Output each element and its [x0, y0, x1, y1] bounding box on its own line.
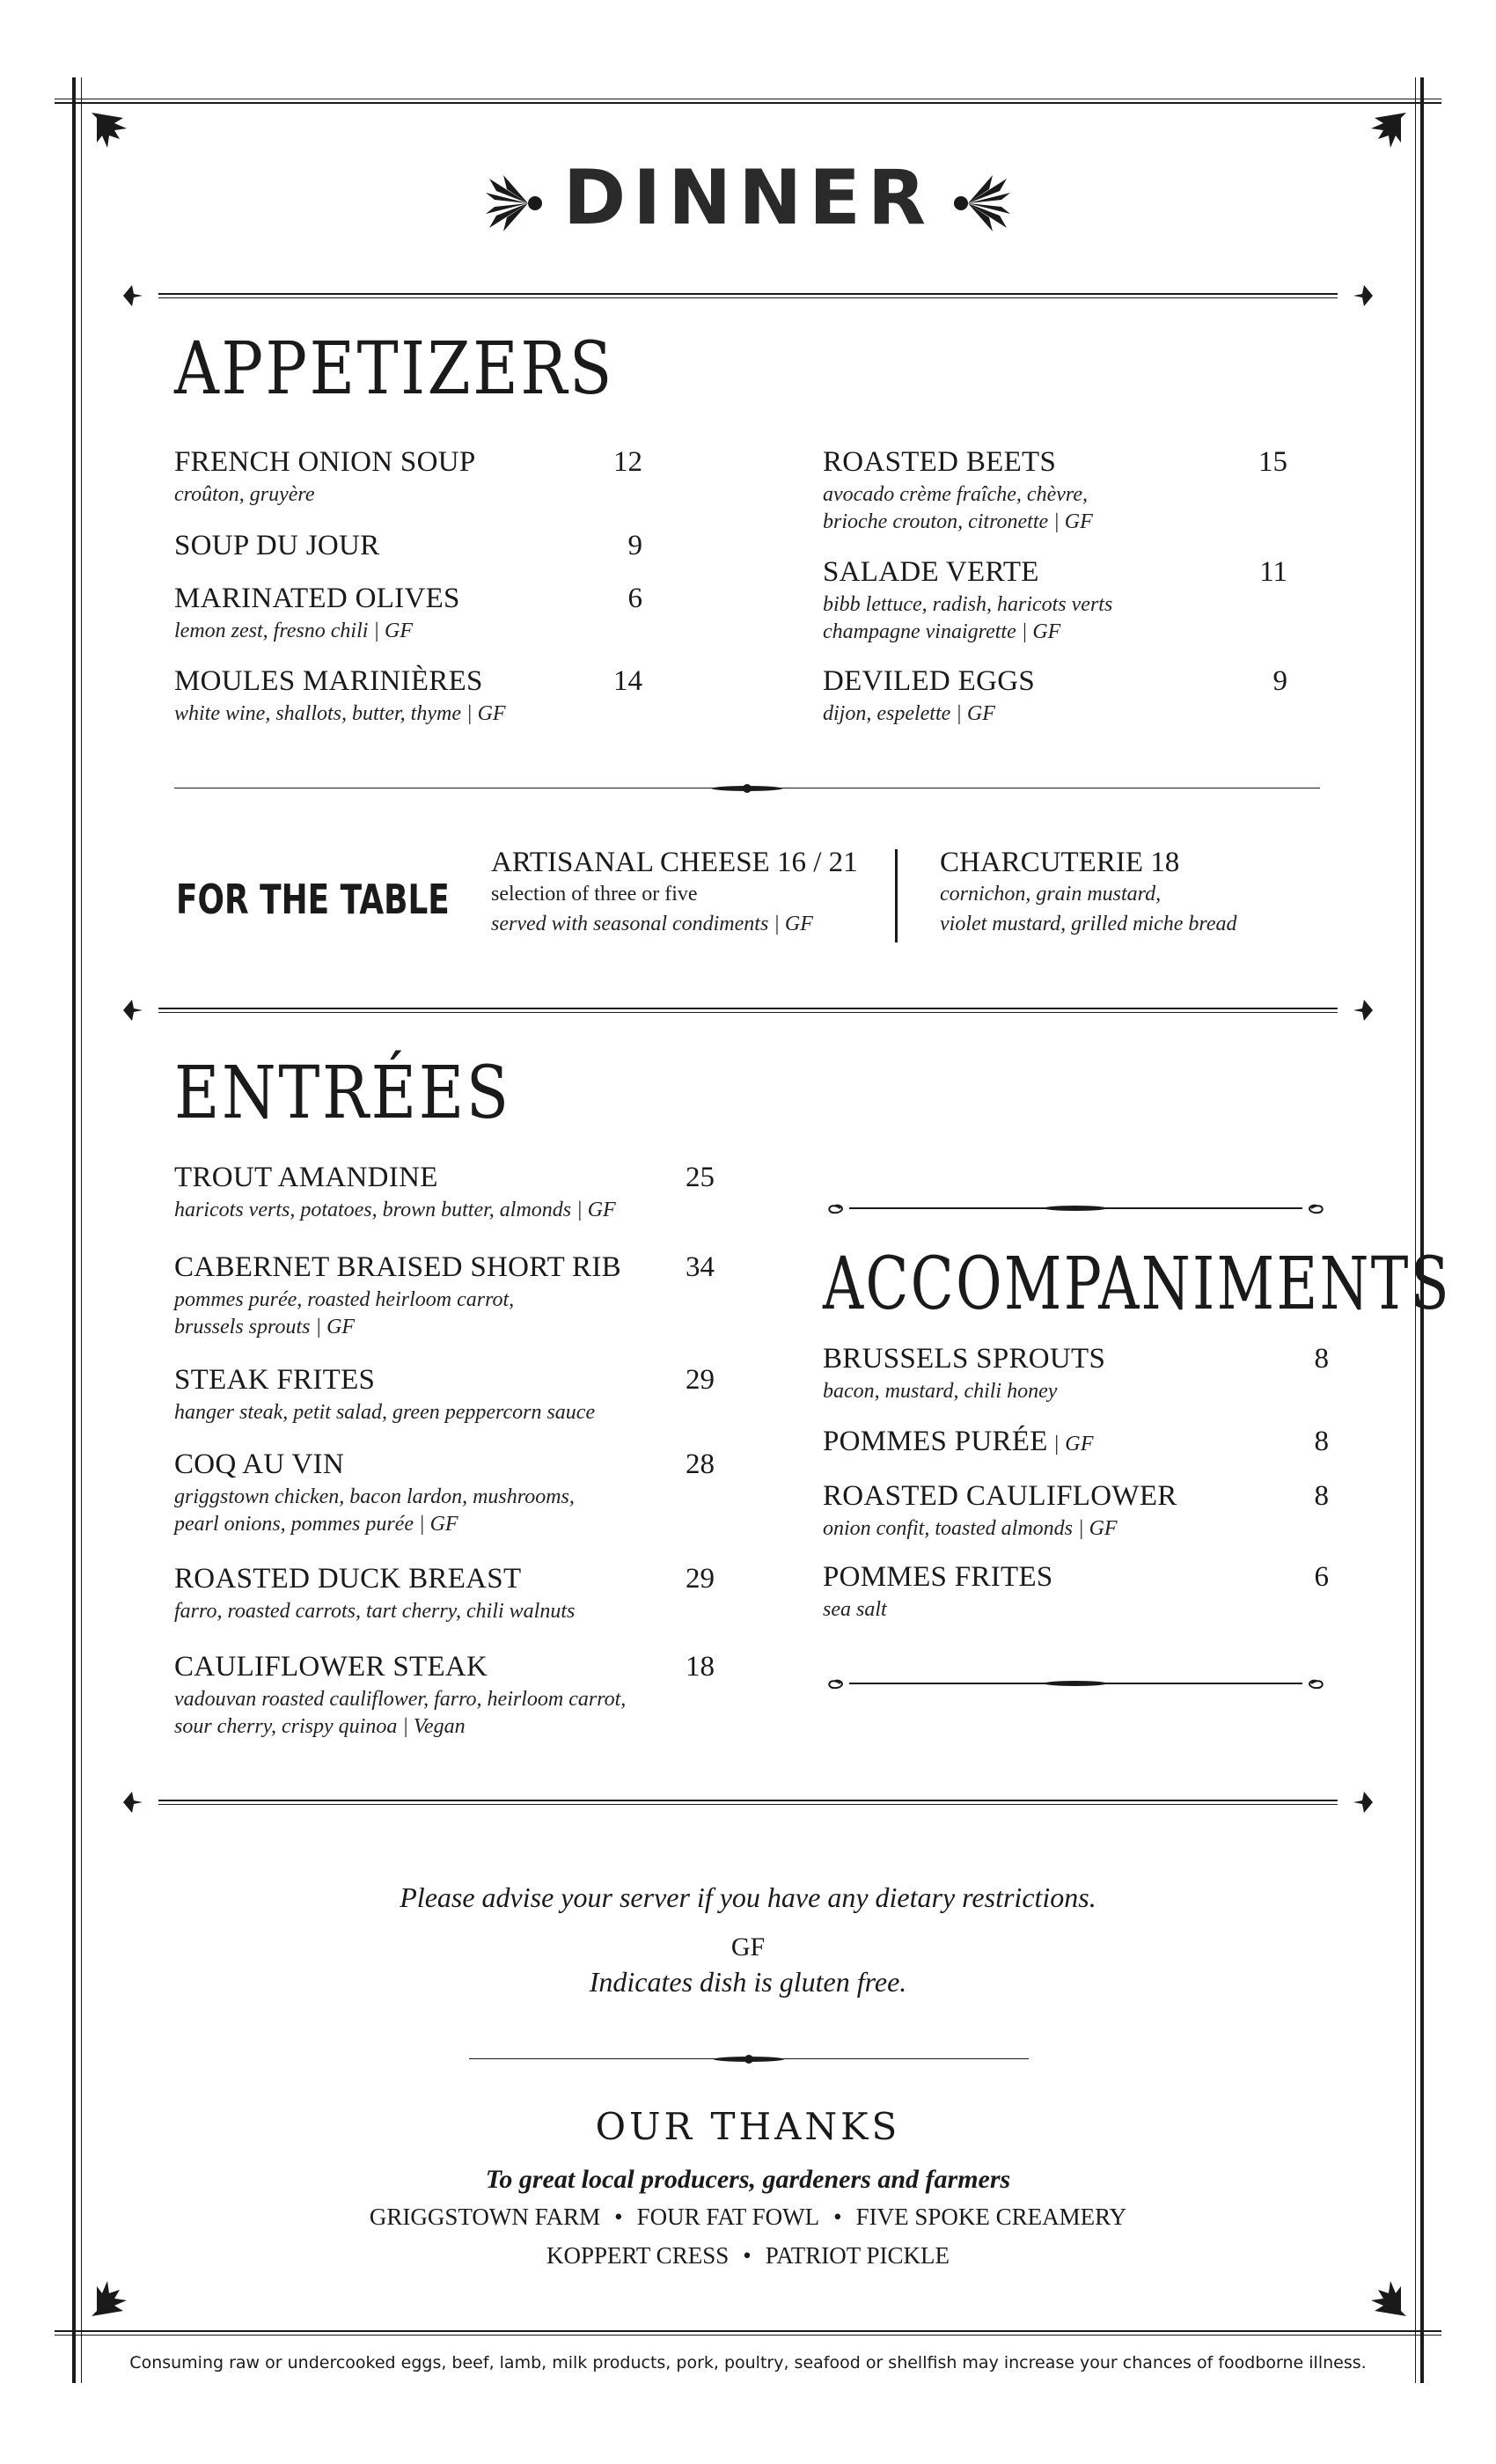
item-price: 11 — [1259, 556, 1287, 588]
item-row — [823, 1480, 1329, 1515]
item-description: haricots verts, potatoes, brown butter, almonds | GF — [174, 1199, 616, 1221]
item-description: bibb lettuce, radish, haricots verts — [823, 593, 1113, 616]
item-price: 28 — [686, 1448, 715, 1480]
producers-row — [0, 2242, 1496, 2270]
foodborne-disclaimer: Consuming raw or undercooked eggs, beef, lamb, milk products, pork, poultry, seafood or shellfish may increase your chances of foodborne illness. — [129, 2353, 1367, 2372]
item-name — [823, 556, 1039, 589]
scroll-divider — [823, 1672, 1329, 1695]
item-row — [174, 446, 642, 481]
item-name-text: MARINATED OLIVES — [174, 583, 460, 614]
item-name-text: MOULES MARINIÈRES — [174, 665, 483, 697]
menu-item — [174, 530, 642, 565]
item-description: sea salt — [823, 1598, 887, 1621]
item-price: 9 — [1272, 665, 1287, 697]
corner-flourish-icon — [88, 109, 132, 153]
item-name-text: POMMES FRITES — [823, 1561, 1053, 1593]
item-description: brussels sprouts | GF — [174, 1316, 356, 1338]
item-name: CHARCUTERIE 18 — [940, 847, 1180, 878]
producer-name: FIVE SPOKE CREAMERY — [855, 2204, 1127, 2230]
item-description: onion confit, toasted almonds | GF — [823, 1517, 1118, 1540]
gf-label: GF — [730, 1932, 766, 1962]
menu-title — [0, 154, 1496, 242]
item-name — [174, 1162, 438, 1194]
item-description: dijon, espelette | GF — [823, 702, 995, 725]
thin-divider — [174, 781, 1320, 796]
item-description: pommes purée, roasted heirloom carrot, — [174, 1288, 515, 1311]
scroll-divider — [823, 1197, 1329, 1220]
item-price: 6 — [1314, 1561, 1329, 1593]
menu-item — [823, 665, 1287, 728]
item-name — [823, 1561, 1053, 1594]
menu-item — [174, 583, 642, 645]
item-name-text: TROUT AMANDINE — [174, 1162, 438, 1193]
item-name-text: CABERNET BRAISED SHORT RIB — [174, 1251, 621, 1283]
menu-item — [823, 1561, 1329, 1624]
separator-dot: • — [743, 2242, 752, 2269]
item-description: pearl onions, pommes purée | GF — [174, 1513, 458, 1536]
item-name-text: DEVILED EGGS — [823, 665, 1035, 697]
item-description: croûton, gruyère — [174, 483, 315, 506]
item-row — [174, 1251, 715, 1287]
item-price: 6 — [627, 583, 642, 614]
item-suffix: | GF — [1047, 1433, 1094, 1456]
item-description: cornichon, grain mustard, — [940, 883, 1162, 906]
item-description: white wine, shallots, butter, thyme | GF — [174, 702, 506, 725]
thanks-subtitle: To great local producers, gardeners and farmers — [485, 2165, 1011, 2194]
menu-item — [174, 1448, 715, 1538]
gf-description: Indicates dish is gluten free. — [589, 1966, 907, 1998]
menu-item — [174, 1563, 715, 1625]
item-name — [174, 446, 475, 479]
item-row — [174, 665, 642, 700]
producer-name: PATRIOT PICKLE — [765, 2242, 950, 2269]
item-price: 25 — [686, 1162, 715, 1193]
fan-ornament-icon — [484, 172, 547, 235]
item-name-text: POMMES PURÉE — [823, 1426, 1048, 1457]
item-description: bacon, mustard, chili honey — [823, 1380, 1058, 1403]
item-price: 12 — [613, 446, 642, 478]
item-description: lemon zest, fresno chili | GF — [174, 620, 414, 642]
menu-item — [174, 665, 642, 728]
item-price: 9 — [627, 530, 642, 561]
item-description: avocado crème fraîche, chèvre, — [823, 483, 1088, 506]
item-name — [174, 1364, 375, 1397]
menu-item — [174, 446, 642, 509]
item-row — [174, 583, 642, 618]
corner-flourish-icon — [1366, 2276, 1410, 2320]
thanks-heading: OUR THANKS — [595, 2105, 901, 2148]
charcuterie-item — [940, 847, 1237, 939]
item-description: champagne vinaigrette | GF — [823, 620, 1061, 643]
item-name — [823, 665, 1035, 698]
item-name — [174, 583, 460, 615]
item-name — [174, 1251, 621, 1284]
item-name — [174, 1448, 344, 1481]
menu-item — [823, 1343, 1329, 1405]
item-name-text: FRENCH ONION SOUP — [174, 446, 476, 478]
item-description: sour cherry, crispy quinoa | Vegan — [174, 1715, 466, 1738]
item-price: 8 — [1314, 1343, 1329, 1375]
item-row — [823, 1343, 1329, 1378]
item-description: selection of three or five — [491, 883, 698, 906]
item-price: 8 — [1314, 1480, 1329, 1512]
item-row — [174, 1563, 715, 1598]
item-price: 8 — [1314, 1426, 1329, 1457]
item-name-text: ROASTED DUCK BREAST — [174, 1563, 522, 1595]
vertical-separator — [895, 849, 898, 942]
separator-dot: • — [833, 2204, 842, 2230]
item-row — [823, 446, 1287, 481]
item-price: 29 — [686, 1563, 715, 1595]
item-name-text: ROASTED CAULIFLOWER — [823, 1480, 1177, 1512]
item-name — [823, 1426, 1094, 1458]
artisanal-cheese-item — [491, 847, 858, 939]
separator-dot: • — [614, 2204, 623, 2230]
item-name — [174, 530, 379, 562]
item-name — [823, 1480, 1177, 1513]
item-name-text: ROASTED BEETS — [823, 446, 1057, 478]
menu-item — [823, 1480, 1329, 1543]
item-price: 14 — [613, 665, 642, 697]
title-text: DINNER — [562, 154, 934, 242]
item-row — [174, 530, 642, 565]
item-description: hanger steak, petit salad, green peppercorn sauce — [174, 1401, 596, 1424]
item-name-text: COQ AU VIN — [174, 1448, 345, 1480]
item-name — [174, 665, 483, 698]
item-price: 15 — [1258, 446, 1287, 478]
item-description: farro, roasted carrots, tart cherry, chili walnuts — [174, 1600, 576, 1623]
item-name — [823, 446, 1056, 479]
item-row — [823, 665, 1287, 700]
section-divider — [114, 993, 1382, 1028]
item-price: 34 — [686, 1251, 715, 1283]
item-row — [823, 556, 1287, 591]
item-name-text: SOUP DU JOUR — [174, 530, 380, 561]
item-name — [823, 1343, 1105, 1375]
producer-name: GRIGGSTOWN FARM — [369, 2204, 601, 2230]
item-description: griggstown chicken, bacon lardon, mushrooms, — [174, 1485, 575, 1508]
appetizers-heading: APPETIZERS — [174, 327, 614, 411]
item-row — [823, 1426, 1329, 1461]
fan-ornament-icon — [949, 172, 1012, 235]
producers-row — [0, 2204, 1496, 2231]
item-name — [174, 1651, 488, 1683]
menu-item — [174, 1364, 715, 1426]
item-name-text: CAULIFLOWER STEAK — [174, 1651, 488, 1683]
corner-flourish-icon — [88, 2276, 132, 2320]
item-name-text: BRUSSELS SPROUTS — [823, 1343, 1106, 1375]
menu-item — [823, 556, 1287, 646]
item-name-text: STEAK FRITES — [174, 1364, 376, 1396]
for-the-table-label: FOR THE TABLE — [176, 876, 450, 923]
menu-item — [174, 1251, 715, 1341]
item-row — [823, 1561, 1329, 1596]
item-description: vadouvan roasted cauliflower, farro, heirloom carrot, — [174, 1688, 627, 1711]
item-description: brioche crouton, citronette | GF — [823, 510, 1093, 533]
item-row — [174, 1651, 715, 1686]
corner-flourish-icon — [1366, 109, 1410, 153]
item-name — [174, 1563, 521, 1595]
item-name: ARTISANAL CHEESE 16 / 21 — [491, 847, 858, 878]
item-description: served with seasonal condiments | GF — [491, 913, 813, 935]
thin-divider — [469, 2052, 1029, 2066]
item-row — [174, 1162, 715, 1197]
entrees-heading: ENTRÉES — [174, 1052, 511, 1135]
section-divider — [114, 1785, 1382, 1820]
item-price: 29 — [686, 1364, 715, 1396]
item-row — [174, 1448, 715, 1484]
menu-item — [174, 1162, 715, 1224]
menu-item — [823, 1426, 1329, 1461]
item-price: 18 — [686, 1651, 715, 1683]
accompaniments-heading: ACCOMPANIMENTS — [823, 1243, 1451, 1326]
item-row — [174, 1364, 715, 1399]
menu-item — [174, 1651, 715, 1741]
item-name-text: SALADE VERTE — [823, 556, 1039, 588]
menu-item — [823, 446, 1287, 536]
producer-name: FOUR FAT FOWL — [636, 2204, 820, 2230]
dietary-note: Please advise your server if you have any dietary restrictions. — [400, 1881, 1096, 1913]
section-divider — [114, 278, 1382, 313]
producer-name: KOPPERT CRESS — [546, 2242, 730, 2269]
item-description: violet mustard, grilled miche bread — [940, 913, 1237, 935]
